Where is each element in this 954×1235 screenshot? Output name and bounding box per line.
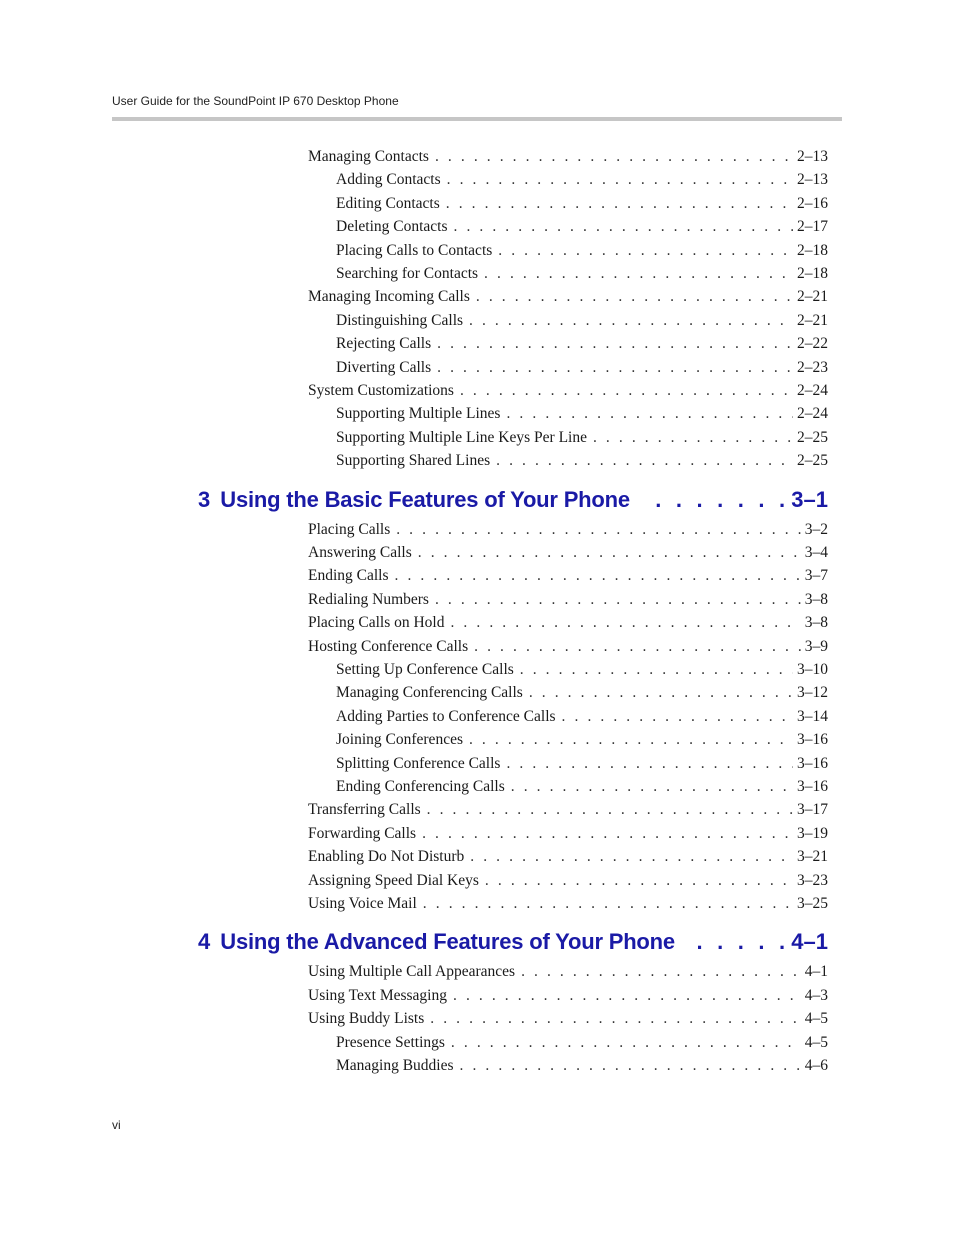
chapter-heading[interactable]	[198, 929, 828, 959]
toc-entry-page: 2–25	[797, 452, 828, 470]
toc-entry[interactable]	[336, 429, 828, 449]
toc-entry-title: Placing Calls to Contacts	[336, 241, 493, 259]
toc-entry-page: 3–23	[797, 871, 828, 889]
toc-entry[interactable]	[308, 638, 828, 658]
toc-entry[interactable]	[336, 684, 828, 704]
toc-entry[interactable]	[308, 825, 828, 845]
chapter-heading[interactable]	[198, 487, 828, 517]
toc-entry-title: System Customizations	[308, 382, 454, 399]
toc-entry-page: 2–24	[797, 382, 828, 399]
toc-entry-title: Using Text Messaging	[308, 986, 447, 1004]
dot-leader	[454, 218, 794, 236]
toc-entry[interactable]	[336, 1034, 828, 1054]
toc-entry-page: 2–13	[797, 171, 828, 189]
toc-entry-title: Rejecting Calls	[336, 335, 432, 353]
toc-entry[interactable]	[308, 567, 828, 587]
toc-entry-page: 2–16	[797, 194, 828, 212]
toc-entry-title: Supporting Shared Lines	[336, 452, 491, 470]
toc-entry-page: 3–19	[797, 824, 828, 842]
dot-leader	[506, 755, 793, 773]
dot-leader	[685, 929, 789, 955]
chapter-title: Using the Advanced Features of Your Phone	[220, 929, 675, 955]
toc-entry-page: 2–18	[797, 265, 828, 282]
toc-entry-title: Managing Incoming Calls	[308, 288, 470, 306]
toc-entry-page: 2–18	[797, 241, 828, 259]
toc-entry[interactable]	[308, 895, 828, 915]
toc-entry-page: 3–4	[804, 544, 828, 561]
toc-entry[interactable]	[308, 288, 828, 308]
toc-entry[interactable]	[336, 661, 828, 681]
page-number: vi	[112, 1118, 121, 1132]
dot-leader	[520, 661, 793, 679]
header-rule	[112, 117, 842, 121]
toc-entry[interactable]	[336, 731, 828, 751]
toc-entry-title: Using Buddy Lists	[308, 1010, 425, 1028]
toc-entry[interactable]	[308, 544, 828, 564]
toc-entry-page: 3–2	[804, 520, 828, 538]
dot-leader	[395, 567, 801, 585]
toc-entry-page: 2–21	[797, 288, 828, 306]
toc-entry[interactable]	[308, 521, 828, 541]
dot-leader	[447, 171, 793, 189]
dot-leader	[469, 731, 793, 749]
toc-entry-page: 2–21	[797, 311, 828, 329]
toc-entry-page: 3–25	[797, 895, 828, 912]
toc-entry-title: Setting Up Conference Calls	[336, 661, 514, 678]
toc-entry-title: Supporting Multiple Lines	[336, 405, 501, 423]
dot-leader	[427, 801, 793, 819]
toc-entry-page: 4–6	[804, 1057, 828, 1074]
dot-leader	[529, 684, 793, 702]
chapter-number: 4	[198, 929, 211, 955]
toc-entry-page: 3–21	[797, 848, 828, 866]
toc-entry-title: Hosting Conference Calls	[308, 637, 469, 655]
toc-entry[interactable]	[308, 872, 828, 892]
toc-entry-title: Editing Contacts	[336, 194, 440, 212]
dot-leader	[511, 778, 793, 796]
toc-entry-page: 3–10	[797, 661, 828, 678]
toc-entry-title: Splitting Conference Calls	[336, 754, 501, 772]
toc-entry[interactable]	[336, 708, 828, 728]
toc-entry-title: Ending Calls	[308, 567, 389, 585]
dot-leader	[451, 1034, 801, 1052]
dot-leader	[450, 614, 800, 632]
toc-entry-page: 2–23	[797, 358, 828, 376]
toc-entry[interactable]	[308, 382, 828, 402]
toc-entry-title: Using Multiple Call Appearances	[308, 963, 516, 981]
toc-entry-title: Placing Calls	[308, 520, 391, 538]
toc-entry-page: 2–22	[797, 335, 828, 353]
toc-entry-title: Adding Parties to Conference Calls	[336, 707, 556, 725]
toc-entry-title: Ending Conferencing Calls	[336, 778, 505, 795]
toc-entry-title: Adding Contacts	[336, 171, 441, 189]
toc-entry-page: 2–17	[797, 218, 828, 236]
toc-entry-page: 4–5	[804, 1033, 828, 1051]
dot-leader	[423, 895, 793, 913]
chapter-page: 3–1	[791, 486, 828, 512]
toc-entry[interactable]	[308, 963, 828, 983]
toc-entry[interactable]	[308, 614, 828, 634]
toc-entry-page: 4–1	[804, 963, 828, 981]
toc-entry-page: 3–14	[797, 707, 828, 725]
toc-entry[interactable]	[308, 1010, 828, 1030]
toc-entry-title: Searching for Contacts	[336, 265, 479, 282]
toc-entry-title: Answering Calls	[308, 544, 412, 561]
toc-entry-page: 2–25	[797, 428, 828, 446]
toc-entry-page: 3–16	[797, 778, 828, 795]
toc-entry-page: 3–17	[797, 801, 828, 819]
toc-entry-title: Assigning Speed Dial Keys	[308, 871, 479, 889]
dot-leader	[460, 1057, 801, 1075]
chapter-number: 3	[198, 486, 211, 512]
chapter-page: 4–1	[791, 929, 828, 955]
dot-leader	[437, 335, 793, 353]
toc-entry-title: Diverting Calls	[336, 358, 432, 376]
chapter-title: Using the Basic Features of Your Phone	[220, 486, 630, 512]
toc-entry-title: Placing Calls on Hold	[308, 614, 445, 632]
dot-leader	[418, 544, 801, 562]
toc-entry[interactable]	[336, 242, 828, 262]
toc-entry-title: Managing Buddies	[336, 1057, 454, 1074]
dot-leader	[435, 591, 801, 609]
dot-leader	[430, 1010, 800, 1028]
dot-leader	[496, 452, 793, 470]
toc-entry-title: Joining Conferences	[336, 731, 463, 749]
toc-entry-page: 2–24	[797, 405, 828, 423]
dot-leader	[640, 487, 789, 513]
toc-entry-title: Using Voice Mail	[308, 895, 417, 912]
toc-entry-page: 3–9	[804, 637, 828, 655]
toc-entry[interactable]	[336, 1057, 828, 1077]
toc-entry-page: 3–8	[804, 614, 828, 632]
dot-leader	[422, 825, 793, 843]
toc-entry[interactable]	[308, 148, 828, 168]
dot-leader	[470, 848, 793, 866]
toc-entry[interactable]	[336, 778, 828, 798]
toc-entry[interactable]	[336, 359, 828, 379]
dot-leader	[453, 987, 801, 1005]
toc-entry[interactable]	[336, 335, 828, 355]
dot-leader	[435, 148, 793, 166]
dot-leader	[485, 872, 793, 890]
toc-entry-page: 3–8	[804, 590, 828, 608]
toc-entry-title: Redialing Numbers	[308, 590, 429, 608]
dot-leader	[498, 242, 793, 260]
toc-entry-title: Presence Settings	[336, 1033, 445, 1051]
dot-leader	[437, 359, 793, 377]
toc-entry[interactable]	[336, 195, 828, 215]
toc-entry[interactable]	[336, 171, 828, 191]
toc-entry[interactable]	[308, 848, 828, 868]
toc-entry-page: 3–12	[797, 684, 828, 702]
dot-leader	[476, 288, 793, 306]
toc-entry[interactable]	[336, 218, 828, 238]
dot-leader	[521, 963, 801, 981]
toc-entry-title: Enabling Do Not Disturb	[308, 848, 465, 866]
toc-entry[interactable]	[336, 755, 828, 775]
toc-entry-title: Managing Conferencing Calls	[336, 684, 523, 702]
toc-entry-title: Forwarding Calls	[308, 824, 417, 842]
running-header: User Guide for the SoundPoint IP 670 Desktop Phone	[112, 94, 399, 108]
toc-entry-title: Supporting Multiple Line Keys Per Line	[336, 428, 587, 446]
dot-leader	[593, 429, 793, 447]
dot-leader	[562, 708, 793, 726]
toc-entry-title: Deleting Contacts	[336, 218, 448, 236]
toc-entry-page: 2–13	[797, 148, 828, 165]
dot-leader	[506, 405, 793, 423]
dot-leader	[446, 195, 793, 213]
toc-entry-title: Distinguishing Calls	[336, 311, 464, 329]
toc-entry[interactable]	[336, 265, 828, 285]
toc-entry[interactable]	[336, 312, 828, 332]
toc-entry-page: 4–5	[804, 1010, 828, 1028]
toc-entry-page: 3–16	[797, 731, 828, 749]
dot-leader	[474, 638, 801, 656]
toc-entry-title: Transferring Calls	[308, 801, 421, 819]
toc-entry-title: Managing Contacts	[308, 148, 429, 165]
toc-entry[interactable]	[308, 801, 828, 821]
toc-entry[interactable]	[308, 987, 828, 1007]
dot-leader	[484, 265, 793, 283]
toc-entry[interactable]	[336, 405, 828, 425]
dot-leader	[460, 382, 793, 400]
dot-leader	[396, 521, 801, 539]
toc-entry-page: 3–7	[804, 567, 828, 585]
toc-entry-page: 3–16	[797, 754, 828, 772]
dot-leader	[469, 312, 793, 330]
toc-entry[interactable]	[308, 591, 828, 611]
toc-entry-page: 4–3	[804, 986, 828, 1004]
toc-entry[interactable]	[336, 452, 828, 472]
